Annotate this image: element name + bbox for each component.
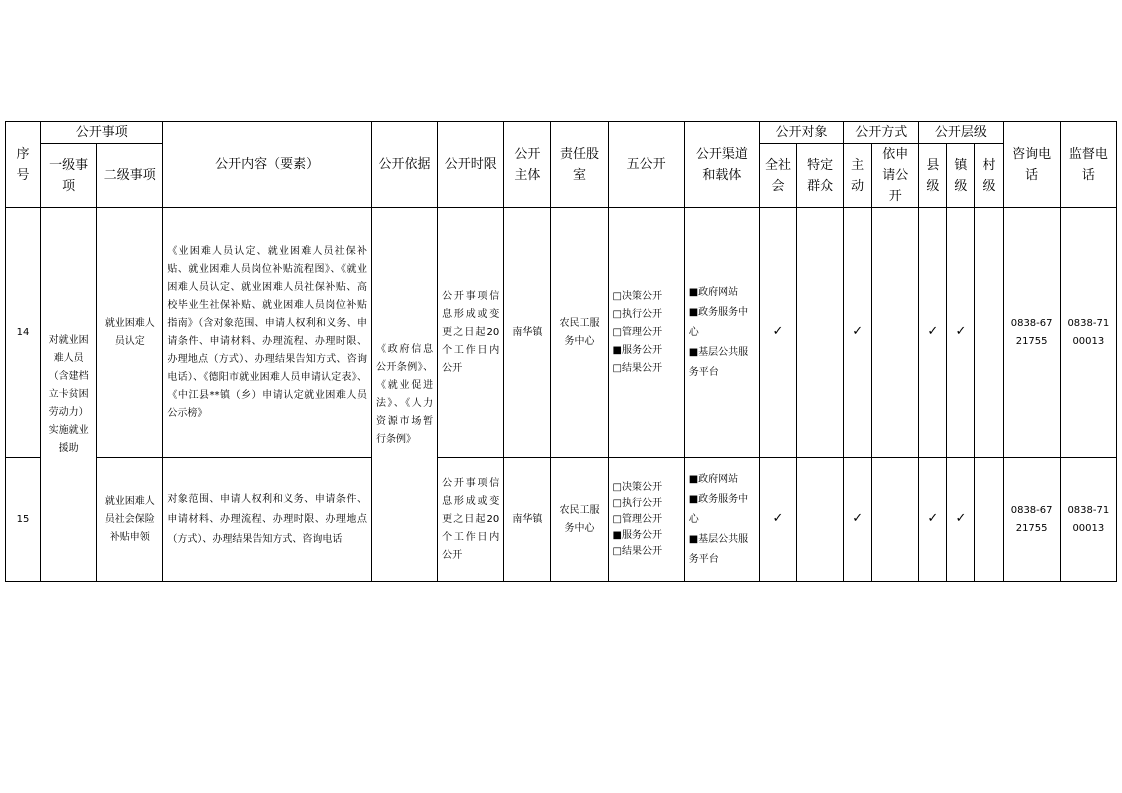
channel-item: ■基层公共服务平台: [688, 346, 749, 378]
header-channel: 公开渠道和载体: [684, 122, 759, 208]
cell-subject: 南华镇: [504, 458, 551, 582]
cell-level-town: [947, 208, 975, 458]
header-timelimit: 公开时限: [438, 122, 504, 208]
channel-item: ■政府网站: [688, 286, 739, 298]
header-level-town: 镇级: [947, 144, 975, 208]
cell-level2: 就业困难人员认定: [97, 208, 163, 458]
cell-level-village: [975, 208, 1003, 458]
table-row: [6, 208, 1117, 458]
cell-five: [608, 208, 684, 458]
cell-content: 《业困难人员认定、就业困难人员社保补贴、就业困难人员岗位补贴流程图》、《就业困难人员认定、就业困难人员社保补贴、高校毕业生社保补贴、就业困难人员岗位补贴指南》（含对象范围、申请人权利和义务、申请条件、申请材料、办理流程、办理时限、办理地点（方式）、办理结果告知方式、咨询电话）、《德阳市就业困难人员申请认定表》、《中江县**镇（乡）申请认定就业困难人员公示榜》: [163, 208, 372, 458]
cell-five: [608, 458, 684, 582]
cell-level-county: [919, 208, 947, 458]
header-group-target: 公开对象: [759, 122, 843, 144]
header-dept: 责任股室: [551, 122, 608, 208]
cell-dept: 农民工服务中心: [551, 458, 608, 582]
header-level1: 一级事项: [41, 144, 97, 208]
header-group-items: 公开事项: [41, 122, 163, 144]
cell-target-all: [759, 208, 796, 458]
five-item: □决策公开: [612, 481, 662, 493]
check-mark-icon: ✓: [772, 511, 784, 526]
header-group-method: 公开方式: [844, 122, 919, 144]
header-consult: 咨询电话: [1003, 122, 1060, 208]
cell-consult: 0838-6721755: [1003, 208, 1060, 458]
header-five: 五公开: [608, 122, 684, 208]
cell-method-apply: [872, 208, 919, 458]
header-level2: 二级事项: [97, 144, 163, 208]
disclosure-table: [5, 121, 1117, 582]
header-row-1: [6, 122, 1117, 144]
cell-level-village: [975, 458, 1003, 582]
cell-target-all: [759, 458, 796, 582]
five-item: ■服务公开: [612, 344, 662, 356]
header-subject: 公开主体: [504, 122, 551, 208]
cell-level-town: [947, 458, 975, 582]
cell-seq: 15: [6, 458, 41, 582]
cell-method-apply: [872, 458, 919, 582]
check-mark-icon: ✓: [852, 511, 864, 526]
cell-level1: 对就业困难人员（含建档立卡贫困劳动力）实施就业援助: [41, 208, 97, 582]
header-supervise: 监督电话: [1060, 122, 1116, 208]
header-content: 公开内容（要素）: [163, 122, 372, 208]
header-basis: 公开依据: [371, 122, 437, 208]
header-level-county: 县级: [919, 144, 947, 208]
cell-target-specific: [797, 458, 844, 582]
five-item: □管理公开: [612, 326, 662, 338]
check-mark-icon: ✓: [955, 324, 967, 339]
header-group-level: 公开层级: [919, 122, 1003, 144]
five-item: □管理公开: [612, 513, 662, 525]
channel-item: ■政务服务中心: [688, 493, 749, 525]
cell-dept: 农民工服务中心: [551, 208, 608, 458]
check-mark-icon: ✓: [927, 511, 939, 526]
check-mark-icon: ✓: [955, 511, 967, 526]
five-item: □执行公开: [612, 497, 662, 509]
header-target-all: 全社会: [759, 144, 796, 208]
cell-basis: 《政府信息公开条例》、《就业促进法》、《人力资源市场暂行条例》: [371, 208, 437, 582]
cell-channel: [684, 458, 759, 582]
channel-item: ■政务服务中心: [688, 306, 749, 338]
table-row: [6, 458, 1117, 582]
cell-timelimit: 公开事项信息形成或变更之日起20个工作日内公开: [438, 458, 504, 582]
cell-supervise: 0838-7100013: [1060, 208, 1116, 458]
five-item: □决策公开: [612, 290, 662, 302]
cell-supervise: 0838-7100013: [1060, 458, 1116, 582]
cell-content: 对象范围、申请人权利和义务、申请条件、申请材料、办理流程、办理时限、办理地点（方式）、办理结果告知方式、咨询电话: [163, 458, 372, 582]
five-item: □结果公开: [612, 545, 662, 557]
channel-item: ■政府网站: [688, 473, 739, 485]
cell-consult: 0838-6721755: [1003, 458, 1060, 582]
check-mark-icon: ✓: [852, 324, 864, 339]
cell-level2: 就业困难人员社会保险补贴申领: [97, 458, 163, 582]
check-mark-icon: ✓: [772, 324, 784, 339]
header-method-active: 主动: [844, 144, 872, 208]
cell-method-active: [844, 208, 872, 458]
five-item: ■服务公开: [612, 529, 662, 541]
five-item: □结果公开: [612, 362, 662, 374]
header-level-village: 村级: [975, 144, 1003, 208]
cell-seq: 14: [6, 208, 41, 458]
check-mark-icon: ✓: [927, 324, 939, 339]
five-item: □执行公开: [612, 308, 662, 320]
cell-level-county: [919, 458, 947, 582]
channel-item: ■基层公共服务平台: [688, 533, 749, 565]
cell-method-active: [844, 458, 872, 582]
cell-channel: [684, 208, 759, 458]
header-method-apply: 依申请公开: [872, 144, 919, 208]
cell-subject: 南华镇: [504, 208, 551, 458]
header-target-specific: 特定群众: [797, 144, 844, 208]
cell-target-specific: [797, 208, 844, 458]
header-seq: 序号: [6, 122, 41, 208]
cell-timelimit: 公开事项信息形成或变更之日起20个工作日内公开: [438, 208, 504, 458]
